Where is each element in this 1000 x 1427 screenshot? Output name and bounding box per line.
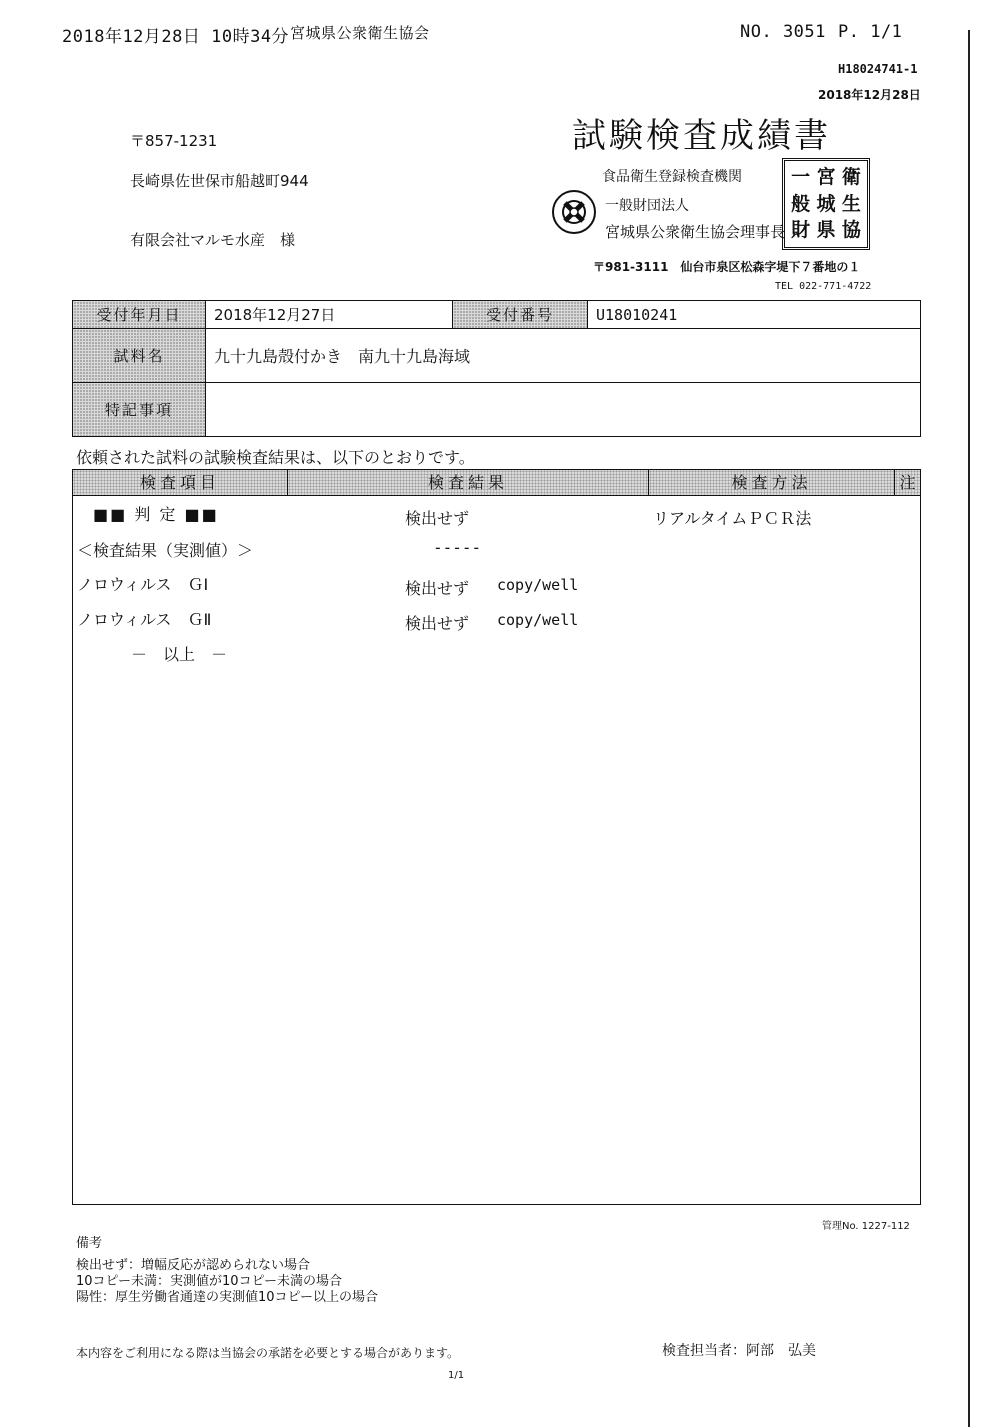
end-marker: － 以上 － [131, 645, 228, 664]
recipient-address: 長崎県佐世保市船越町944 [130, 172, 309, 190]
seal-char: 宮 [816, 166, 836, 188]
header-test-item: 検査項目 [73, 470, 288, 496]
seal-char: 協 [841, 219, 861, 242]
association-emblem-icon [552, 190, 596, 234]
footer-page-number: 1/1 [448, 1370, 465, 1381]
document-id: H18024741-1 [838, 62, 918, 76]
remark-line: 検出せず：増幅反応が認められない場合 [76, 1258, 311, 1273]
measured-values-placeholder: ----- [433, 538, 482, 557]
issuer-registration: 食品衛生登録検査機関 [602, 169, 742, 185]
remark-line: 陽性：厚生労働省通達の実測値10コピー以上の場合 [76, 1290, 379, 1305]
remark-line: 10コピー未満：実測値が10コピー未満の場合 [76, 1274, 343, 1289]
norovirus-g2-item: ノロウィルス ＧⅡ [77, 610, 212, 629]
judgement-item: ■■ 判 定 ■■ [93, 505, 219, 524]
header-note: 注 [895, 470, 920, 496]
judgement-method: リアルタイムＰＣＲ法 [653, 509, 812, 528]
issuer-name: 宮城県公衆衛生協会理事長 [605, 223, 786, 241]
seal-char: 衛 [841, 166, 861, 188]
inspector-name: 検査担当者：阿部 弘美 [662, 1343, 816, 1359]
intro-text: 依頼された試料の試験検査結果は、以下のとおりです。 [76, 448, 475, 467]
fax-sender: 宮城県公衆衛生協会 [290, 24, 430, 42]
receipt-number-label: 受付番号 [453, 301, 588, 329]
issuer-tel: TEL 022-771-4722 [775, 281, 872, 292]
scan-edge-rule [968, 30, 970, 1427]
received-date-label: 受付年月日 [73, 301, 206, 329]
received-date-value: 2018年12月27日 [206, 301, 453, 329]
receipt-info-table [72, 300, 921, 437]
norovirus-g1-result: 検出せず [405, 579, 470, 598]
recipient-name: 有限会社マルモ水産 様 [130, 231, 296, 249]
receipt-number-value: U18010241 [588, 301, 921, 329]
seal-char: 般 [791, 192, 811, 215]
judgement-result: 検出せず [405, 509, 470, 528]
seal-char: 一 [791, 166, 811, 188]
sample-name-value: 九十九島殻付かき 南九十九島海域 [206, 329, 921, 383]
header-test-result: 検査結果 [288, 470, 649, 496]
fax-datetime: 2018年12月28日 10時34分 [62, 27, 290, 47]
sample-name-label: 試料名 [73, 329, 206, 383]
usage-notice: 本内容をご利用になる際は当協会の承諾を必要とする場合があります。 [76, 1346, 460, 1360]
norovirus-g2-unit: copy/well [497, 611, 579, 629]
issuer-type: 一般財団法人 [605, 198, 689, 214]
norovirus-g2-result: 検出せず [405, 614, 470, 633]
seal-char: 財 [791, 219, 811, 242]
management-number: 管理No. 1227-112 [822, 1221, 910, 1232]
official-seal [782, 158, 870, 250]
fax-page: P. 1/1 [838, 22, 903, 42]
results-table [72, 469, 921, 1205]
issue-date: 2018年12月28日 [818, 88, 921, 102]
issuer-address: 〒981-3111 仙台市泉区松森字堤下７番地の１ [593, 260, 861, 274]
seal-char: 生 [841, 192, 861, 215]
norovirus-g1-unit: copy/well [497, 576, 579, 594]
special-notes-label: 特記事項 [73, 383, 206, 437]
recipient-postal: 〒857-1231 [130, 132, 218, 150]
seal-char: 城 [816, 192, 836, 215]
header-test-method: 検査方法 [649, 470, 895, 496]
remarks-title: 備考 [76, 1236, 103, 1251]
special-notes-value [206, 383, 921, 437]
measured-values-heading: ＜検査結果（実測値）＞ [77, 541, 254, 560]
document-title: 試験検査成績書 [572, 116, 831, 156]
fax-number: NO. 3051 [740, 22, 826, 42]
seal-char: 県 [816, 219, 836, 242]
norovirus-g1-item: ノロウィルス ＧⅠ [77, 575, 209, 594]
